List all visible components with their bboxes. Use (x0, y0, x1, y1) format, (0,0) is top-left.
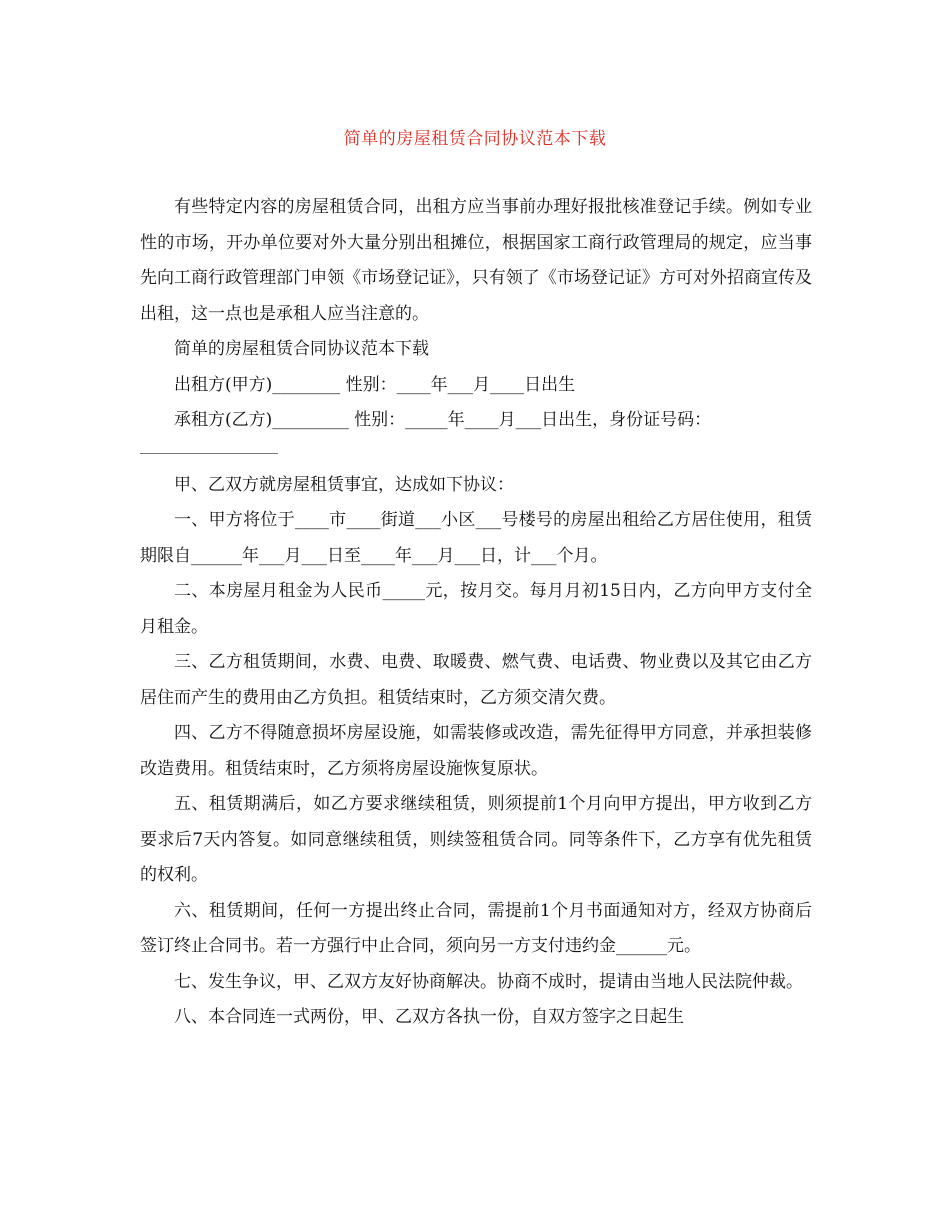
clause-4: 四、乙方不得随意损坏房屋设施，如需装修或改造，需先征得甲方同意，并承担装修改造费用。租赁结束时，乙方须将房屋设施恢复原状。 (140, 723, 812, 779)
lessee-line: 承租方(乙方)_________ 性别：_____年____月___日出生，身份证号码： (174, 410, 712, 430)
subtitle-paragraph: 简单的房屋租赁合同协议范本下载 (174, 339, 429, 359)
clause-6: 六、租赁期间，任何一方提出终止合同，需提前1个月书面通知对方，经双方协商后签订终止合同书。若一方强行中止合同，须向另一方支付违约金______元。 (140, 900, 812, 956)
lessor-line: 出租方(甲方)________ 性别：____年___月____日出生 (174, 374, 576, 395)
agreement-intro: 甲、乙双方就房屋租赁事宜，达成如下协议： (174, 474, 514, 495)
document-title: 简单的房屋租赁合同协议范本下载 (343, 129, 607, 149)
clause-2: 二、本房屋月租金为人民币_____元，按月交。每月月初15日内，乙方向甲方支付全月租金。 (140, 581, 812, 637)
document-body (140, 190, 812, 1036)
intro-paragraph: 有些特定内容的房屋租赁合同，出租方应当事前办理好报批核准登记手续。例如专业性的市场，开办单位要对外大量分别出租摊位，根据国家工商行政管理局的规定，应当事先向工商行政管理部门申领《市场登记证》，只有领了《市场登记证》方可对外招商宣传及出租，这一点也是承租人应当注意的。 (140, 197, 812, 324)
clause-3: 三、乙方租赁期间，水费、电费、取暖费、燃气费、电话费、物业费以及其它由乙方居住而产生的费用由乙方负担。租赁结束时，乙方须交清欠费。 (140, 652, 812, 708)
clause-5: 五、租赁期满后，如乙方要求继续租赁，则须提前1个月向甲方提出，甲方收到乙方要求后7天内答复。如同意继续租赁，则续签租赁合同。同等条件下，乙方享有优先租赁的权利。 (140, 794, 812, 885)
clause-7: 七、发生争议，甲、乙双方友好协商解决。协商不成时，提请由当地人民法院仲裁。 (174, 971, 803, 992)
clause-8: 八、本合同连一式两份，甲、乙双方各执一份，自双方签字之日起生 (174, 1007, 684, 1027)
id-number-blank-line (140, 453, 278, 454)
clause-1: 一、甲方将位于____市____街道___小区___号楼号的房屋出租给乙方居住使用，租赁期限自______年___月___日至____年___月___日，计___个月。 (140, 510, 812, 566)
